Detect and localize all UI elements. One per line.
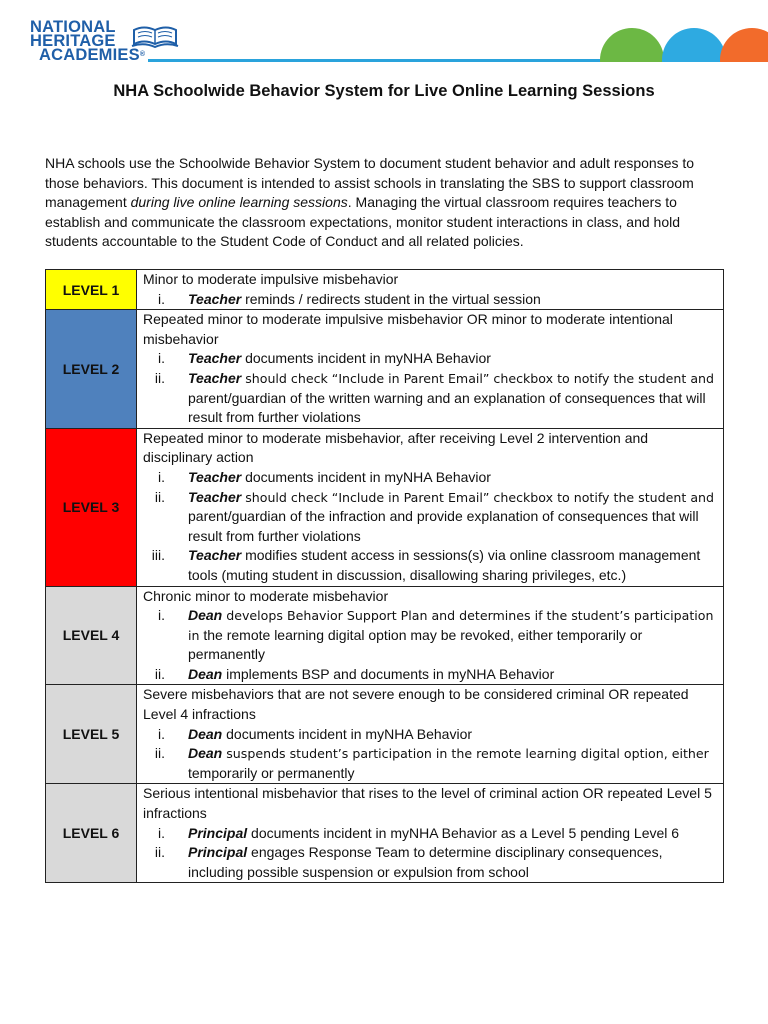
level-lead-text: Serious intentional misbehavior that rises to the level of criminal action OR repeated Level 5 infractions bbox=[143, 785, 712, 822]
level-description bbox=[137, 784, 724, 883]
action-list bbox=[143, 606, 719, 684]
action-item bbox=[143, 824, 719, 844]
level-row bbox=[46, 586, 724, 685]
action-text-alt: develops Behavior Support Plan and determines if the student’s participation in bbox=[188, 608, 714, 643]
item-number: ii. bbox=[154, 369, 165, 386]
action-list bbox=[143, 824, 719, 883]
level-label: LEVEL 4 bbox=[46, 586, 137, 685]
level-description bbox=[137, 310, 724, 429]
action-text-alt: should check “Include in Parent Email” checkbox to notify the student and bbox=[241, 370, 715, 386]
item-number: i. bbox=[158, 824, 165, 841]
responsible-role: Teacher bbox=[188, 488, 242, 505]
action-list bbox=[143, 468, 719, 586]
responsible-role: Dean bbox=[188, 725, 223, 742]
action-text: temporarily or permanently bbox=[188, 764, 355, 781]
level-lead-text: Repeated minor to moderate misbehavior, after receiving Level 2 intervention and disciplinary action bbox=[143, 429, 649, 466]
action-text: documents incident in myNHA Behavior bbox=[241, 350, 491, 367]
item-number: ii. bbox=[154, 844, 165, 861]
item-number: ii. bbox=[154, 665, 165, 682]
intro-paragraph bbox=[45, 154, 725, 252]
level-row bbox=[46, 270, 724, 310]
page-header bbox=[0, 0, 768, 72]
level-label: LEVEL 6 bbox=[46, 784, 137, 883]
level-row bbox=[46, 428, 724, 586]
level-lead-text: Severe misbehaviors that are not severe enough to be considered criminal OR repeated Level 4 infractions bbox=[143, 686, 689, 723]
registered-mark: ® bbox=[139, 51, 146, 58]
action-item bbox=[143, 349, 719, 369]
action-text: implements BSP and documents in myNHA Behavior bbox=[222, 665, 555, 682]
responsible-role: Dean bbox=[188, 745, 223, 762]
logo-line-3-text: ACADEMIES bbox=[39, 46, 140, 64]
level-label: LEVEL 1 bbox=[46, 270, 137, 310]
level-row bbox=[46, 685, 724, 784]
responsible-role: Teacher bbox=[188, 350, 242, 367]
responsible-role: Teacher bbox=[188, 290, 242, 307]
level-row bbox=[46, 784, 724, 883]
responsible-role: Principal bbox=[188, 824, 248, 841]
level-label: LEVEL 2 bbox=[46, 310, 137, 429]
logo-line-2: HERITAGE bbox=[30, 32, 116, 50]
responsible-role: Dean bbox=[188, 607, 223, 624]
page-title: NHA Schoolwide Behavior System for Live Online Learning Sessions bbox=[113, 82, 655, 100]
item-number: i. bbox=[158, 350, 165, 367]
responsible-role: Dean bbox=[188, 665, 223, 682]
orange-circle bbox=[720, 28, 768, 62]
action-list bbox=[143, 725, 719, 784]
action-list bbox=[143, 290, 719, 310]
action-item bbox=[143, 725, 719, 745]
level-row bbox=[46, 310, 724, 429]
level-label: LEVEL 5 bbox=[46, 685, 137, 784]
item-number: i. bbox=[158, 607, 165, 624]
level-description bbox=[137, 685, 724, 784]
action-item bbox=[143, 665, 719, 685]
level-lead-text: Minor to moderate impulsive misbehavior bbox=[143, 271, 399, 287]
responsible-role: Teacher bbox=[188, 547, 242, 564]
level-description bbox=[137, 586, 724, 685]
action-text: the remote learning digital option may be revoked, either temporarily or permanently bbox=[188, 626, 643, 663]
action-item bbox=[143, 290, 719, 310]
blue-circle bbox=[662, 28, 726, 62]
intro-italic: during live online learning sessions bbox=[130, 194, 348, 211]
action-item bbox=[143, 744, 719, 783]
action-item bbox=[143, 843, 719, 882]
action-item bbox=[143, 546, 719, 585]
action-item bbox=[143, 369, 719, 428]
action-text: parent/guardian of the written warning and an explanation of consequences that will result from further violations bbox=[188, 389, 706, 426]
action-text: documents incident in myNHA Behavior bbox=[241, 468, 491, 485]
level-lead-text: Chronic minor to moderate misbehavior bbox=[143, 587, 389, 604]
action-item bbox=[143, 488, 719, 547]
item-number: ii. bbox=[154, 488, 165, 505]
action-item bbox=[143, 606, 719, 665]
action-text: documents incident in myNHA Behavior bbox=[222, 725, 473, 742]
open-book-icon bbox=[130, 24, 180, 50]
action-text: parent/guardian of the infraction and provide explanation of consequences that will result from further violations bbox=[188, 508, 699, 544]
item-number: i. bbox=[158, 725, 165, 742]
action-item bbox=[143, 468, 719, 488]
logo-line-1: NATIONAL bbox=[30, 18, 116, 36]
action-list bbox=[143, 349, 719, 427]
responsible-role: Principal bbox=[188, 844, 248, 861]
action-text: modifies student access in sessions(s) via online classroom management tools (muting student in discussion, disallowing sharing privileges, etc.) bbox=[188, 547, 701, 583]
level-label: LEVEL 3 bbox=[46, 428, 137, 586]
responsible-role: Teacher bbox=[188, 369, 242, 386]
action-text: reminds / redirects student in the virtual session bbox=[241, 290, 541, 307]
action-text-alt: should check “Include in Parent Email” checkbox to notify the student and bbox=[241, 489, 715, 505]
decorative-circles bbox=[590, 20, 768, 62]
action-text: documents incident in myNHA Behavior as a Level 5 pending Level 6 bbox=[247, 824, 680, 841]
item-number: i. bbox=[158, 468, 165, 485]
level-description bbox=[137, 270, 724, 310]
level-lead-text: Repeated minor to moderate impulsive misbehavior OR minor to moderate intentional misbehavior bbox=[143, 311, 673, 347]
item-number: iii. bbox=[151, 547, 165, 564]
intro-part-2: . Managing the virtual classroom requires teachers to establish and communicate the classroom expectations, monitor student interactions in class, and hold students accountable to the Student Code of Conduct and all related policies. bbox=[45, 194, 681, 250]
action-text: engages Response Team to determine disciplinary consequences, including possible suspension or expulsion from school bbox=[188, 844, 663, 880]
responsible-role: Teacher bbox=[188, 468, 242, 485]
behavior-levels-table bbox=[45, 269, 724, 883]
level-description bbox=[137, 428, 724, 586]
item-number: i. bbox=[158, 290, 165, 307]
item-number: ii. bbox=[154, 745, 165, 762]
action-text-alt: suspends student’s participation in the remote learning digital option, either bbox=[222, 746, 709, 762]
green-circle bbox=[600, 28, 664, 62]
intro-part-1: NHA schools use the Schoolwide Behavior System to document student behavior and adult responses to those behaviors. This document is intended to assist schools in translating the SBS to support classroom management bbox=[45, 155, 695, 211]
